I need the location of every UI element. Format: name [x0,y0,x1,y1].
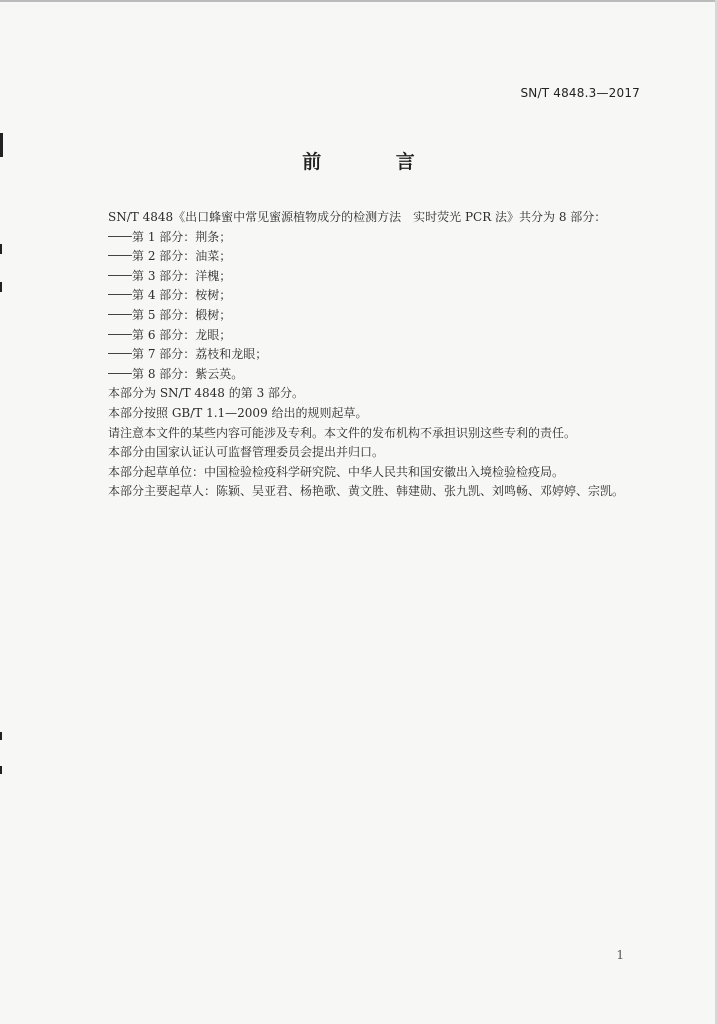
page-title: 前 言 [302,151,449,173]
part-label: 第 1 部分：荆条； [132,229,232,244]
em-dash [108,255,132,256]
page-number: 1 [616,948,624,962]
part-list-item [108,286,668,306]
paragraph-part-statement: 本部分为 SN/T 4848 的第 3 部分。 [108,386,305,401]
part-list-item [108,306,668,326]
part-list-item [108,365,668,385]
scan-top-edge [0,0,717,2]
part-list-item [108,228,668,248]
part-label: 第 6 部分：龙眼； [132,327,232,342]
paragraph-drafting-rules: 本部分按照 GB/T 1.1—2009 给出的规则起草。 [108,405,368,420]
foreword-body [108,208,668,502]
paragraph-drafters: 本部分主要起草人：陈颖、吴亚君、杨艳歌、黄文胜、韩建勋、张九凯、刘鸣畅、邓婷婷、宗凯。 [108,484,625,499]
part-label: 第 8 部分：紫云英。 [132,366,244,381]
part-label: 第 4 部分：桉树； [132,288,232,303]
em-dash [108,275,132,276]
paragraph-drafting-units: 本部分起草单位：中国检验检疫科学研究院、中华人民共和国安徽出入境检验检疫局。 [108,464,565,479]
part-label: 第 2 部分：油菜； [132,249,232,264]
paragraph-patent-notice: 请注意本文件的某些内容可能涉及专利。本文件的发布机构不承担识别这些专利的责任。 [108,425,577,440]
em-dash [108,373,132,374]
em-dash [108,236,132,237]
scan-mark [0,244,2,254]
em-dash [108,314,132,315]
part-list-item [108,247,668,267]
em-dash [108,353,132,354]
part-label: 第 5 部分：椴树； [132,307,232,322]
scan-mark [0,766,2,774]
part-list-item [108,345,668,365]
em-dash [108,294,132,295]
part-label: 第 3 部分：洋槐； [132,268,232,283]
scan-mark [0,282,2,292]
scan-mark [0,732,2,740]
paragraph-proposer: 本部分由国家认证认可监督管理委员会提出并归口。 [108,445,385,460]
em-dash [108,334,132,335]
part-label: 第 7 部分：荔枝和龙眼； [132,347,268,362]
part-list-item [108,326,668,346]
standard-code: SN/T 4848.3—2017 [520,86,640,100]
intro-paragraph: SN/T 4848《出口蜂蜜中常见蜜源植物成分的检测方法 实时荧光 PCR 法》共分为 8 部分： [108,210,607,224]
part-list-item [108,267,668,287]
